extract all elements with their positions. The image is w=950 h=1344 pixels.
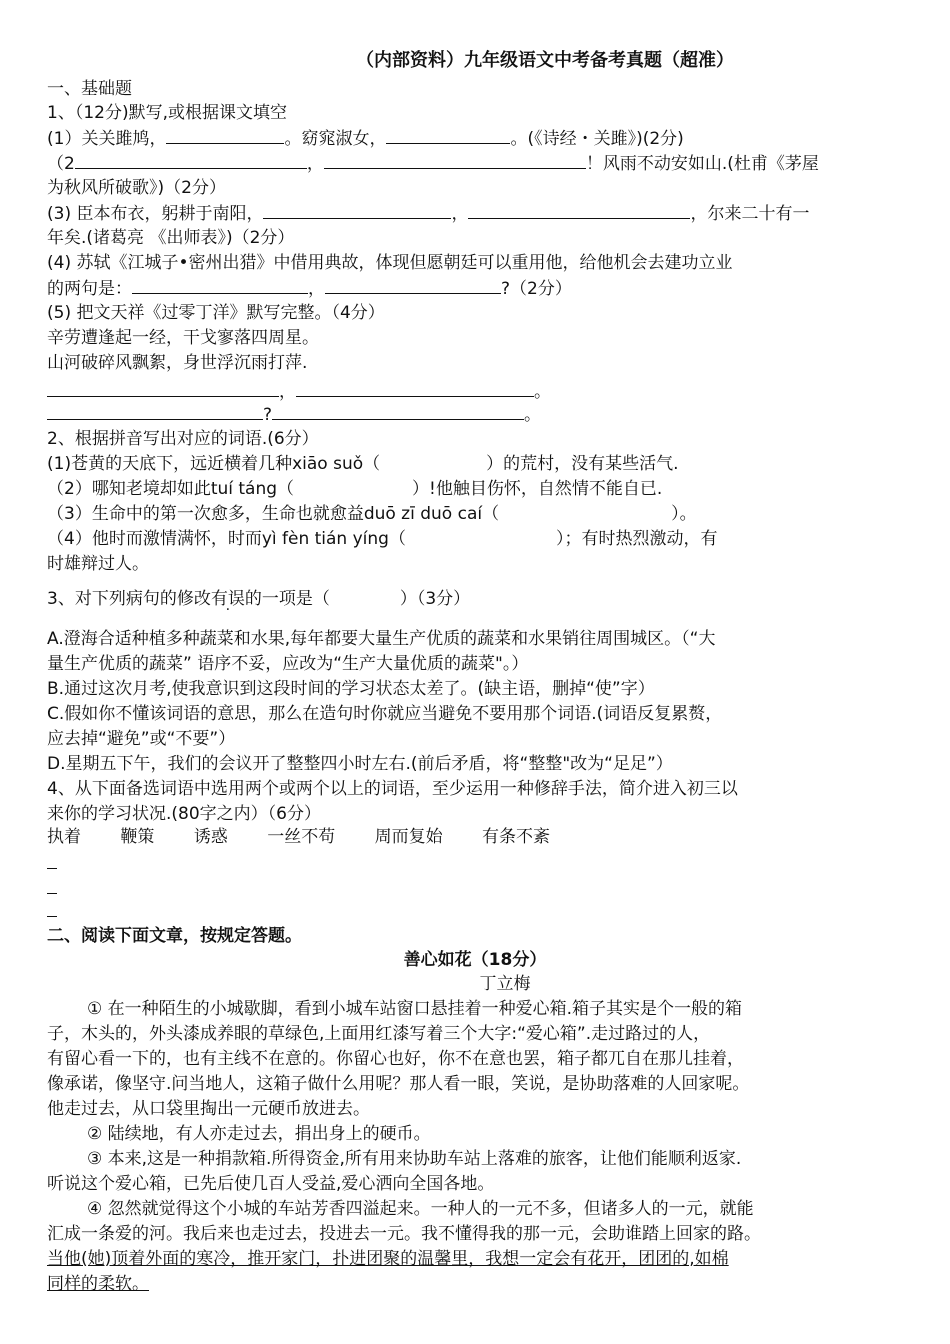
- q2-text: （2）哪知老境却如此tuí táng（: [47, 479, 295, 499]
- article-author: 丁立梅: [479, 974, 531, 994]
- section-2-heading: 二、阅读下面文章，按规定答题。: [47, 926, 302, 946]
- word-option: 执着: [47, 827, 81, 847]
- q1-line-2b: 为秋风所破歌》)（2分）: [47, 178, 226, 198]
- paragraph-3-line: 听说这个爱心箱，已先后使几百人受益,爱心洒向全国各地。: [47, 1174, 495, 1194]
- q3-text: ）（3分）: [399, 589, 471, 609]
- q1-text: 。(《诗经・关雎》)(2分): [510, 129, 684, 149]
- q3-option-a: A.澄海合适种植多种蔬菜和水果,每年都要大量生产优质的蔬菜和水果销往周围城区。（“大: [47, 629, 716, 649]
- poem-blank-line-2: [47, 403, 541, 425]
- answer-line[interactable]: [47, 868, 57, 869]
- q3-option-b: B.通过这次月考,使我意识到这段时间的学习状态太差了。(缺主语，删掉“使”字）: [47, 679, 655, 699]
- q3-emphasis: 有误: [210, 589, 245, 609]
- q2-heading: 2、根据拼音写出对应的词语.(6分）: [47, 429, 319, 449]
- paragraph-1-line: 他走过去，从口袋里掏出一元硬币放进去。: [47, 1099, 370, 1119]
- answer-blank[interactable]: [132, 277, 308, 294]
- q1-line-3: [47, 202, 809, 224]
- q1-line-2: [47, 152, 819, 174]
- q1-line-5: (5) 把文天祥《过零丁洋》默写完整。（4分）: [47, 303, 385, 323]
- paragraph-1-line: 像承诺，像坚守.问当地人，这箱子做什么用呢？那人看一眼，笑说，是协助落难的人回家呢。: [47, 1074, 750, 1094]
- q4-heading: 4、从下面备选词语中选用两个或两个以上的词语，至少运用一种修辞手法，简介进入初三以: [47, 779, 738, 799]
- answer-blank[interactable]: [47, 380, 279, 397]
- q1-text: ?: [263, 405, 273, 425]
- answer-blank[interactable]: [166, 127, 284, 144]
- q2-text: ）的荒村，没有某些活气.: [486, 454, 679, 474]
- q2-item-2: [47, 478, 662, 500]
- q1-text: ！风雨不动安如山.(杜甫《茅屋: [585, 154, 819, 174]
- word-option: 一丝不苟: [267, 827, 336, 847]
- underlined-sentence: 当他(她)顶着外面的寒冷，推开家门，扑进团聚的温馨里，我想一定会有花开，团团的,如棉: [47, 1249, 729, 1269]
- q1-text: ，: [306, 154, 324, 174]
- q1-text: 的两句是：: [47, 279, 132, 299]
- q3-option-a-cont: 量生产优质的蔬菜” 语序不妥，应改为“生产大量优质的蔬菜"。）: [47, 654, 529, 674]
- answer-blank[interactable]: [324, 152, 586, 169]
- q2-text: ）；有时热烈激动，有: [555, 529, 718, 549]
- paragraph-1-line: 有留心看一下的，也有主线不在意的。你留心也好，你不在意也罢，箱子都兀自在那儿挂着，: [47, 1049, 744, 1069]
- q3-option-c: C.假如你不懂该词语的意思，那么在造句时你就应当避免不要用那个词语.(词语反复累赘，: [47, 704, 723, 724]
- q2-text: ）。: [671, 504, 697, 524]
- word-option: 诱惑: [193, 827, 228, 847]
- poem-line-1: 辛劳遭逢起一经，干戈寥落四周星。: [47, 328, 319, 348]
- paragraph-3: ③ 本来,这是一种捐款箱.所得资金,所有用来协助车站上落难的旅客，让他们能顺利返家.: [87, 1149, 742, 1169]
- underlined-sentence-end: 同样的柔软。: [47, 1274, 149, 1294]
- q2-item-4: [47, 528, 717, 550]
- q1-text: ，尔来二十有一: [690, 204, 810, 224]
- answer-blank[interactable]: [47, 403, 263, 420]
- paragraph-2: ② 陆续地，有人亦走过去，捐出身上的硬币。: [87, 1124, 431, 1144]
- q3-heading: [47, 588, 470, 610]
- q2-text: （4）他时而激情满怀，时而yì fèn tián yíng（: [47, 529, 406, 549]
- q4-heading-cont: 来你的学习状况.(80字之内）（6分）: [47, 804, 321, 824]
- q1-line-4b: [47, 277, 572, 299]
- q1-text: ?（2分）: [501, 279, 572, 299]
- q1-text: 。: [534, 382, 551, 402]
- q2-item-3: [47, 503, 697, 525]
- q4-word-list: [47, 826, 584, 848]
- q1-text: (3) 臣本布衣，躬耕于南阳，: [47, 204, 264, 224]
- answer-blank[interactable]: [468, 202, 690, 219]
- page-title: （内部资料）九年级语文中考备考真题（超准）: [356, 50, 734, 71]
- answer-blank[interactable]: [325, 277, 501, 294]
- q3-option-c-cont: 应去掉“避免”或“不要”）: [47, 729, 236, 749]
- q1-text: (1）关关雎鸠，: [47, 129, 167, 149]
- q1-heading: 1、（12分)默写,或根据课文填空: [47, 103, 287, 123]
- q3-option-d: D.星期五下午，我们的会议开了整整四小时左右.(前后矛盾，将“整整"改为“足足”）: [47, 754, 673, 774]
- q1-text: 。窈窕淑女，: [284, 129, 387, 149]
- answer-blank[interactable]: [272, 403, 524, 420]
- q2-text: （3）生命中的第一次愈多，生命也就愈益duō zī duō caí（: [47, 504, 500, 524]
- answer-blank[interactable]: [296, 380, 534, 397]
- paragraph-1-line: 子，木头的，外头漆成养眼的草绿色,上面用红漆写着三个大字:“爱心箱”.走过路过的人，: [47, 1024, 711, 1044]
- q3-text: 3、对下列病句的修改: [47, 589, 211, 609]
- paragraph-1: ① 在一种陌生的小城歇脚，看到小城车站窗口悬挂着一种爱心箱.箱子其实是个一般的箱: [87, 999, 743, 1019]
- word-option: 鞭策: [120, 827, 155, 847]
- poem-blank-line-1: [47, 380, 551, 402]
- article-title: 善心如花（18分）: [403, 950, 547, 970]
- q1-text: ，: [279, 382, 296, 402]
- answer-blank[interactable]: [263, 202, 451, 219]
- q1-line-4: (4) 苏轼《江城子•密州出猎》中借用典故，体现但愿朝廷可以重用他，给他机会去建功立业: [47, 253, 733, 273]
- answer-blank[interactable]: [386, 127, 510, 144]
- q1-text: （2: [47, 154, 75, 174]
- word-option: 周而复始: [374, 827, 443, 847]
- q1-line-3b: 年矣.(诸葛亮 《出师表》)（2分）: [47, 228, 295, 248]
- q1-text: ，: [451, 204, 469, 224]
- paragraph-4: ④ 忽然就觉得这个小城的车站芳香四溢起来。一种人的一元不多，但诸多人的一元，就能: [87, 1199, 754, 1219]
- q2-item-1: [47, 453, 679, 475]
- answer-line[interactable]: [47, 893, 57, 894]
- q2-text: ）!他触目伤怀，自然情不能自已.: [412, 479, 663, 499]
- q3-text: 的一项是（: [244, 589, 330, 609]
- answer-blank[interactable]: [75, 152, 307, 169]
- q1-text: 。: [524, 405, 542, 425]
- q1-text: ，: [308, 279, 325, 299]
- q1-line-1: [47, 127, 684, 149]
- q2-text: (1)苍黄的天底下，远近横着几种xiāo suǒ（: [47, 454, 381, 474]
- word-option: 有条不紊: [482, 827, 551, 847]
- paragraph-4-line: 汇成一条爱的河。我后来也走过去，投进去一元。我不懂得我的那一元，会助谁踏上回家的路。: [47, 1224, 761, 1244]
- answer-line[interactable]: [47, 916, 57, 917]
- q2-item-4b: 时雄辩过人。: [47, 554, 149, 574]
- poem-line-2: 山河破碎风飘絮，身世浮沉雨打萍.: [47, 353, 308, 373]
- section-1-heading: 一、基础题: [47, 79, 132, 99]
